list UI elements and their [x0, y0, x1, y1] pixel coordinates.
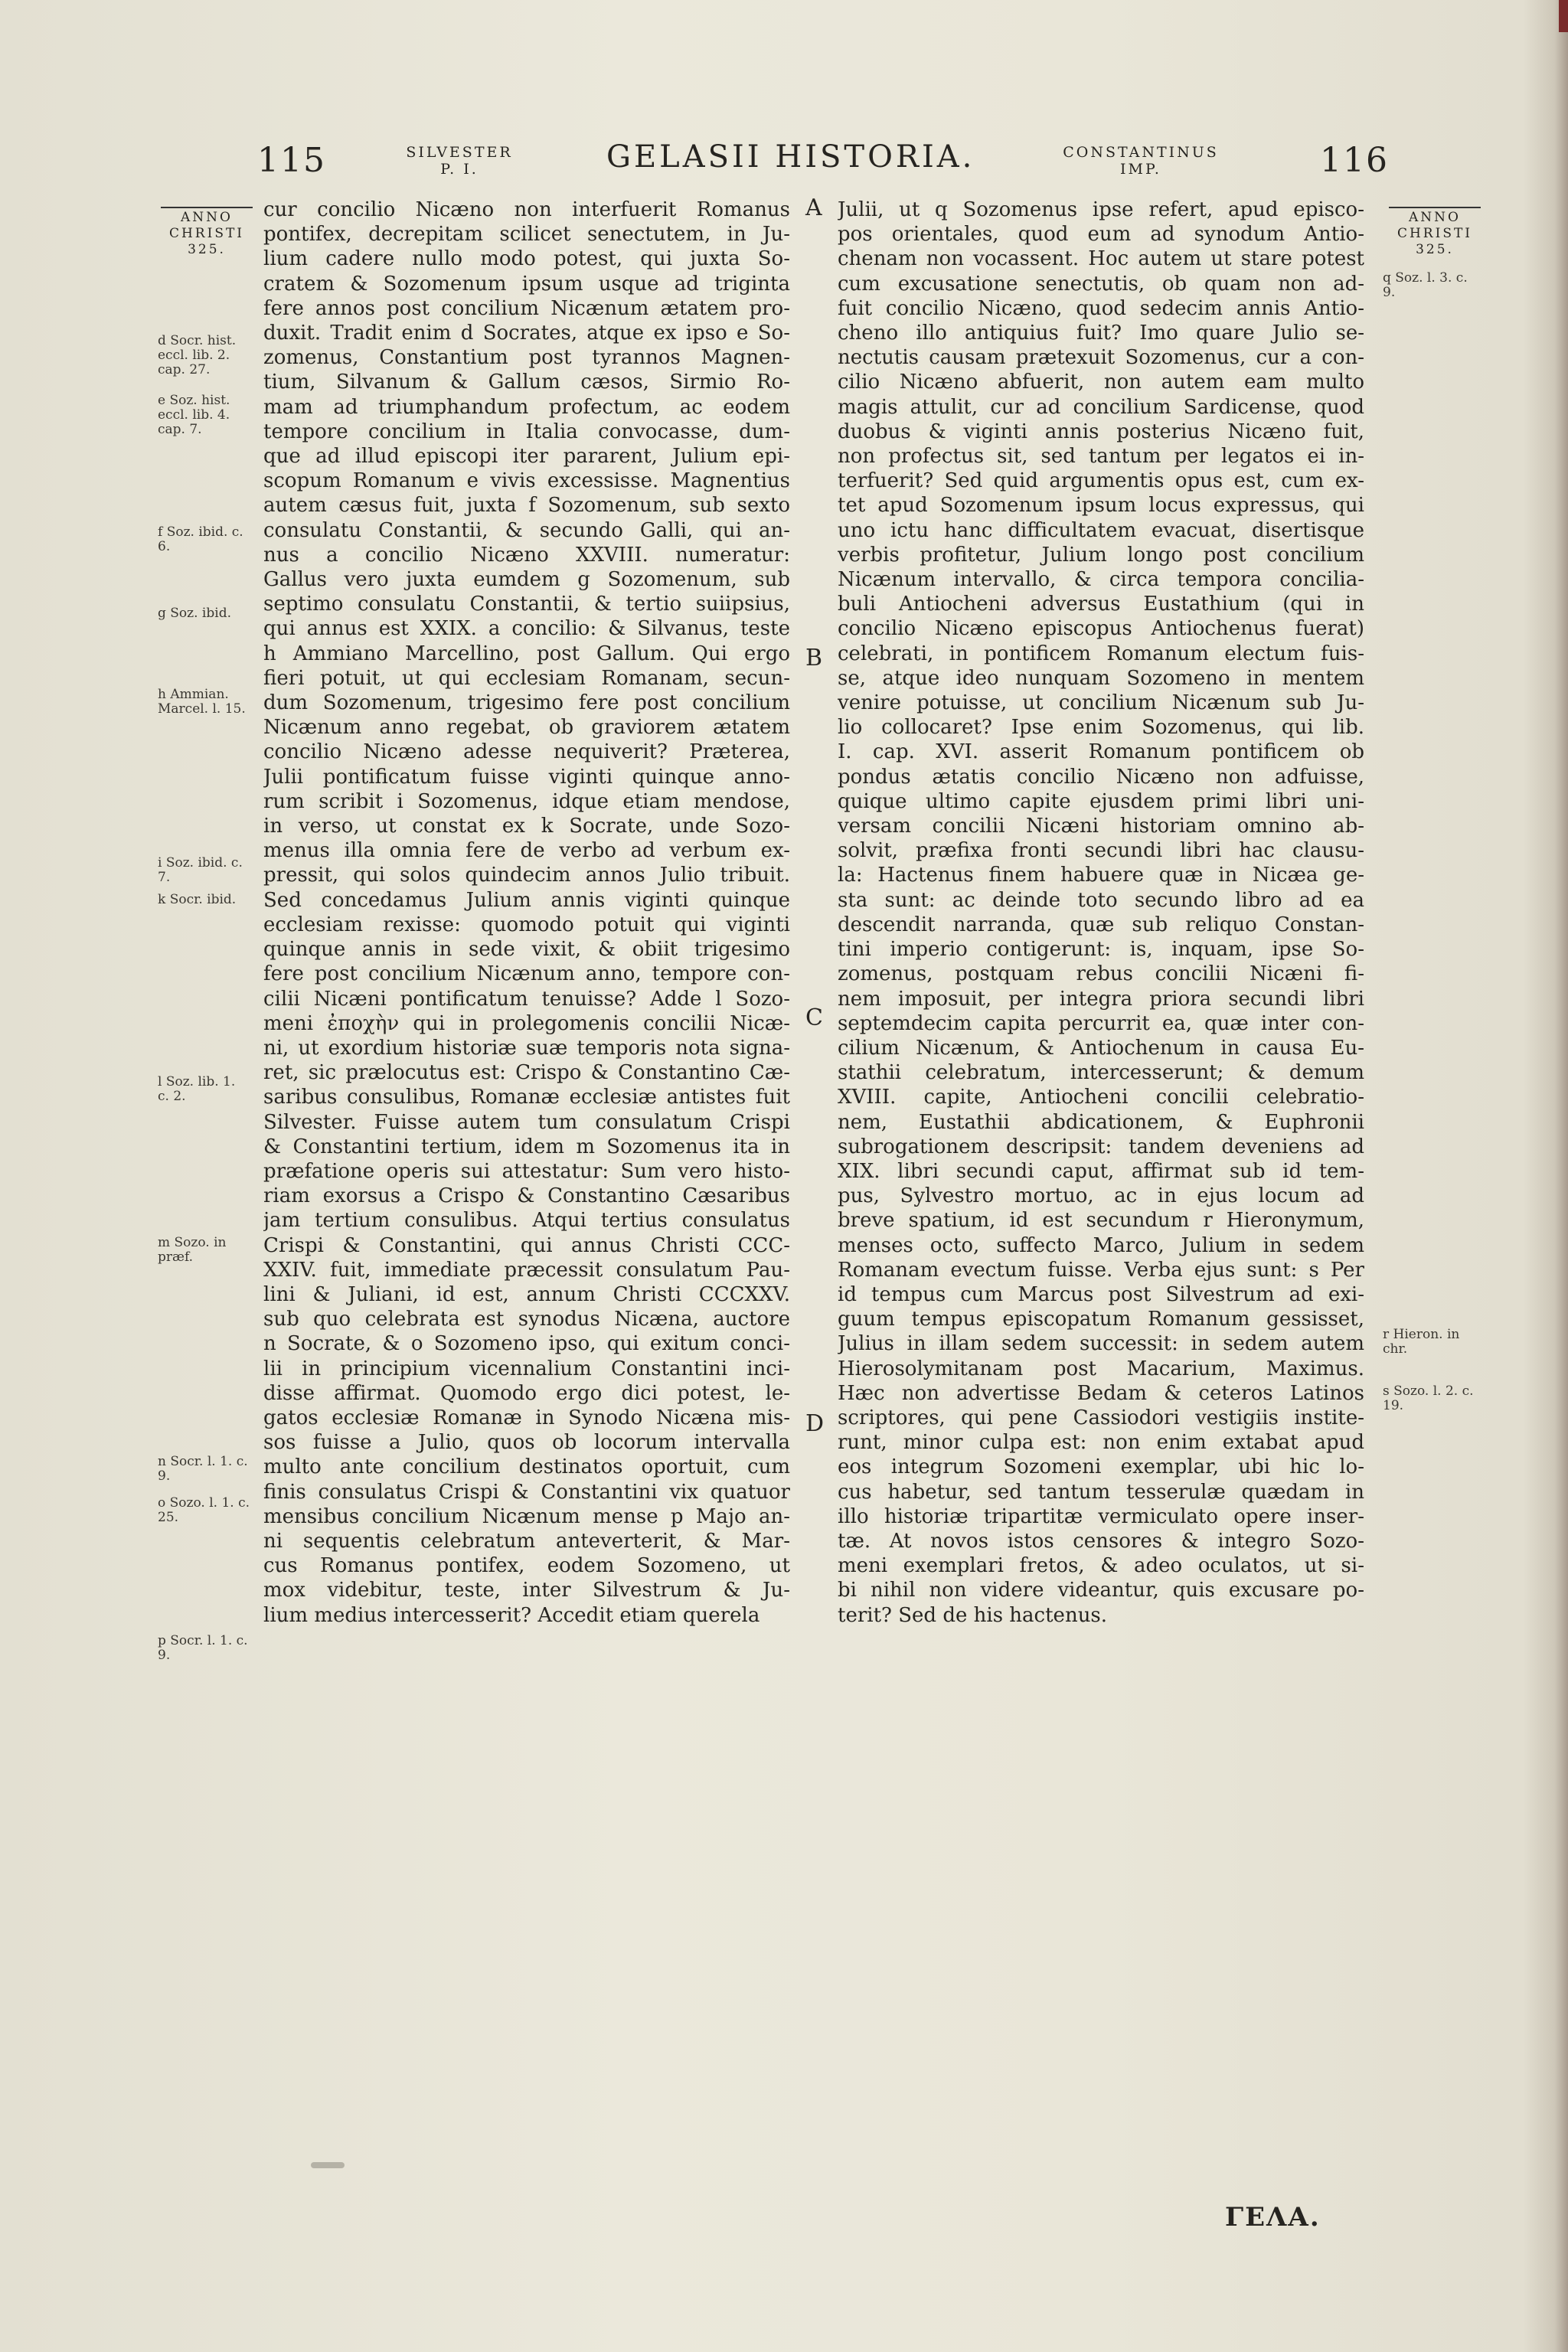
- text-line: saribus consulibus, Romanæ ecclesiæ antistes fuit: [263, 1086, 790, 1109]
- text-line: cum excusatione senectutis, ob quam non ad-: [838, 272, 1364, 296]
- text-line: breve spatium, id est secundum r Hieronymum,: [838, 1209, 1364, 1233]
- text-line: qui annus est XXIX. a concilio: & Silvanus, teste: [263, 617, 790, 641]
- text-line: autem cæsus fuit, juxta f Sozomenum, sub sexto: [263, 494, 790, 518]
- text-line: meni ἐποχὴν qui in prolegomenis concilii Nicæ-: [263, 1011, 790, 1035]
- margin-note: r Hieron. in chr.: [1383, 1327, 1460, 1357]
- text-line: I. cap. XVI. asserit Romanum pontificem ob: [838, 740, 1364, 764]
- margin-note: o Sozo. l. 1. c. 25.: [158, 1495, 250, 1525]
- text-line: fuit concilio Nicæno, quod sedecim annis Antio-: [838, 296, 1364, 320]
- text-line: mensibus concilium Nicænum mense p Majo an-: [263, 1504, 790, 1528]
- text-line: tæ. At novos istos censores & integro Sozo-: [838, 1529, 1364, 1553]
- binding-edge: [1559, 0, 1568, 32]
- margin-note: k Socr. ibid.: [158, 892, 237, 907]
- margin-note: i Soz. ibid. c. 7.: [158, 855, 243, 885]
- text-line: nem, Eustathii abdicationem, & Euphronii: [838, 1110, 1364, 1134]
- text-line: tet apud Sozomenum ipsum locus expressus, qui: [838, 494, 1364, 518]
- text-line: subrogationem descripsit: tandem deveniens ad: [838, 1135, 1364, 1158]
- anno-christi-right: [1389, 207, 1481, 258]
- text-line: tempore concilium in Italia convocasse, dum-: [263, 420, 790, 443]
- text-line: lii in principium vicennalium Constantini inci-: [263, 1357, 790, 1380]
- text-line: uno ictu hanc difficultatem evacuat, disertisque: [838, 518, 1364, 542]
- text-line: consulatu Constantii, & secundo Galli, qui an-: [263, 518, 790, 542]
- text-line: non profectus sit, sed tantum per legatos ei in-: [838, 445, 1364, 469]
- text-line: septimo consulatu Constantii, & tertio suiipsius,: [263, 593, 790, 616]
- text-line: Nicænum intervallo, & circa tempora concilia-: [838, 568, 1364, 592]
- right-page-number: 116: [1320, 141, 1389, 180]
- text-line: pos orientales, quod eum ad synodum Antio-: [838, 223, 1364, 247]
- text-line: versam concilii Nicæni historiam omnino ab-: [838, 815, 1364, 838]
- text-line: runt, minor culpa est: non enim extabat apud: [838, 1431, 1364, 1455]
- text-line: nectutis causam prætexuit Sozomenus, cur a con-: [838, 346, 1364, 370]
- christi-label: CHRISTI: [1396, 226, 1473, 241]
- text-line: cus habetur, sed tantum tesserulæ quædam in: [838, 1480, 1364, 1504]
- text-line: & Constantini tertium, idem m Sozomenus ita in: [263, 1135, 790, 1158]
- text-line: zomenus, Constantium post tyrannos Magnen-: [263, 346, 790, 370]
- text-line: magis attulit, cur ad concilium Sardicense, quod: [838, 395, 1364, 419]
- margin-note: m Sozo. in præf.: [158, 1235, 227, 1265]
- text-line: zomenus, postquam rebus concilii Nicæni fi-: [838, 962, 1364, 986]
- text-line: fieri potuit, ut qui ecclesiam Romanam, secun-: [263, 666, 790, 690]
- text-line: terfuerit? Sed quid argumentis opus est, cum ex-: [838, 469, 1364, 493]
- anno-christi-left: [161, 207, 253, 258]
- text-line: tium, Silvanum & Gallum cæsos, Sirmio Ro-: [263, 371, 790, 394]
- running-head-line: P. I.: [440, 161, 479, 178]
- text-line: XVIII. capite, Antiocheni concilii celebratio-: [838, 1086, 1364, 1109]
- text-line: Julius in illam sedem successit: in sedem autem: [838, 1332, 1364, 1356]
- text-line: chenam non vocassent. Hoc autem ut stare potest: [838, 247, 1364, 271]
- right-text-column: [838, 198, 1364, 1628]
- margin-note: d Socr. hist. eccl. lib. 2. cap. 27.: [158, 333, 237, 377]
- anno-label: ANNO: [1389, 207, 1481, 226]
- text-line: septemdecim capita percurrit ea, quæ inter con-: [838, 1011, 1364, 1035]
- running-head-line: IMP.: [1120, 161, 1161, 178]
- text-line: quinque annis in sede vixit, & obiit trigesimo: [263, 938, 790, 962]
- text-line: se, atque ideo nunquam Sozomeno in mentem: [838, 666, 1364, 690]
- running-head-line: CONSTANTINUS: [1063, 144, 1219, 161]
- text-line: meni exemplari fretos, & adeo oculatos, ut si-: [838, 1554, 1364, 1578]
- text-line: Sed concedamus Julium annis viginti quinque: [263, 888, 790, 912]
- text-line: Romanam evectum fuisse. Verba ejus sunt: s Per: [838, 1258, 1364, 1282]
- text-line: celebrati, in pontificem Romanum electum fuis-: [838, 642, 1364, 665]
- text-line: rum scribit i Sozomenus, idque etiam mendose,: [263, 789, 790, 813]
- left-text-column: [263, 198, 790, 1628]
- text-line: XIX. libri secundi caput, affirmat sub id tem-: [838, 1159, 1364, 1183]
- text-line: que ad illud episcopi iter pararent, Julium epi-: [263, 445, 790, 469]
- text-line: duxit. Tradit enim d Socrates, atque ex ipso e So-: [263, 322, 790, 345]
- text-line: fere post concilium Nicænum anno, tempore con-: [263, 962, 790, 986]
- text-line: guum tempus episcopatum Romanum gessisset,: [838, 1308, 1364, 1331]
- text-line: id tempus cum Marcus post Silvestrum ad exi-: [838, 1282, 1364, 1306]
- text-line: cratem & Sozomenum ipsum usque ad triginta: [263, 272, 790, 296]
- text-line: cheno illo antiquius fuit? Imo quare Julio se-: [838, 322, 1364, 345]
- running-title: GELASII HISTORIA.: [606, 139, 975, 175]
- text-line: nus a concilio Nicæno XXVIII. numeratur:: [263, 543, 790, 567]
- text-line: sos fuisse a Julio, quos ob locorum intervalla: [263, 1431, 790, 1455]
- margin-note: g Soz. ibid.: [158, 606, 231, 621]
- text-line: disse affirmat. Quomodo ergo dici potest, le-: [263, 1381, 790, 1405]
- text-line: Julii pontificatum fuisse viginti quinque anno-: [263, 765, 790, 789]
- left-page-number: 115: [257, 141, 326, 180]
- text-line: quique ultimo capite ejusdem primi libri uni-: [838, 789, 1364, 813]
- margin-note: p Socr. l. 1. c. 9.: [158, 1633, 248, 1663]
- section-marker-b: B: [805, 645, 823, 671]
- text-line: ret, sic prælocutus est: Crispo & Constantino Cæ-: [263, 1061, 790, 1085]
- text-line: Crispi & Constantini, qui annus Christi CCC-: [263, 1233, 790, 1257]
- text-line: lium cadere nullo modo potest, qui juxta So-: [263, 247, 790, 271]
- text-line: pressit, qui solos quindecim annos Julio tribuit.: [263, 864, 790, 887]
- catchword: ΓΕΛΑ.: [1225, 2202, 1321, 2233]
- text-line: mox videbitur, teste, inter Silvestrum & Ju-: [263, 1579, 790, 1602]
- text-line: Gallus vero juxta eumdem g Sozomenum, sub: [263, 568, 790, 592]
- text-line: præfatione operis sui attestatur: Sum vero histo-: [263, 1159, 790, 1183]
- text-line: scriptores, qui pene Cassiodori vestigiis instite-: [838, 1406, 1364, 1429]
- text-line: buli Antiocheni adversus Eustathium (qui in: [838, 593, 1364, 616]
- text-line: descendit narranda, quæ sub reliquo Constan-: [838, 913, 1364, 936]
- anno-label: ANNO: [161, 207, 253, 226]
- text-line: pontifex, decrepitam scilicet senectutem, in Ju-: [263, 223, 790, 247]
- section-marker-c: C: [805, 1004, 823, 1031]
- text-line: riam exorsus a Crispo & Constantino Cæsaribus: [263, 1184, 790, 1208]
- section-marker-d: D: [805, 1410, 825, 1437]
- margin-note: h Ammian. Marcel. l. 15.: [158, 687, 246, 717]
- text-line: Julii, ut q Sozomenus ipse refert, apud episco-: [838, 198, 1364, 221]
- text-line: concilio Nicæno episcopus Antiochenus fuerat): [838, 617, 1364, 641]
- text-line: venire potuisse, ut concilium Nicænum sub Ju-: [838, 691, 1364, 715]
- text-line: menses octo, suffecto Marco, Julium in sedem: [838, 1233, 1364, 1257]
- text-line: Nicænum anno regebat, ob graviorem ætatem: [263, 716, 790, 740]
- text-line: ni, ut exordium historiæ suæ temporis nota signa-: [263, 1036, 790, 1060]
- text-line: Hierosolymitanam post Macarium, Maximus.: [838, 1357, 1364, 1380]
- right-running-head: [1049, 144, 1233, 178]
- text-line: eos integrum Sozomeni exemplar, ubi hic lo-: [838, 1455, 1364, 1479]
- text-line: ni sequentis celebratum anteverterit, & Mar-: [263, 1529, 790, 1553]
- text-line: cur concilio Nicæno non interfuerit Romanus: [263, 198, 790, 221]
- text-line: cilium Nicænum, & Antiochenum in causa Eu-: [838, 1036, 1364, 1060]
- text-line: lini & Juliani, id est, annum Christi CCCXXV.: [263, 1282, 790, 1306]
- year-label: 325.: [1416, 242, 1454, 257]
- margin-note: q Soz. l. 3. c. 9.: [1383, 270, 1468, 300]
- text-line: sub quo celebrata est synodus Nicæna, auctore: [263, 1308, 790, 1331]
- text-line: cilii Nicæni pontificatum tenuisse? Adde l Sozo-: [263, 987, 790, 1011]
- text-line: stathii celebratum, intercesserunt; & demum: [838, 1061, 1364, 1085]
- text-line: la: Hactenus finem habuere quæ in Nicæa ge-: [838, 864, 1364, 887]
- text-line: jam tertium consulibus. Atqui tertius consulatus: [263, 1209, 790, 1233]
- text-line: dum Sozomenum, trigesimo fere post concilium: [263, 691, 790, 715]
- text-line: terit? Sed de his hactenus.: [838, 1603, 1108, 1627]
- section-marker-a: A: [805, 194, 822, 221]
- text-line: verbis profitetur, Julium longo post concilium: [838, 543, 1364, 567]
- text-line: h Ammiano Marcellino, post Gallum. Qui ergo: [263, 642, 790, 665]
- text-line: XXIV. fuit, immediate præcessit consulatum Pau-: [263, 1258, 790, 1282]
- text-line: sta sunt: ac deinde toto secundo libro ad ea: [838, 888, 1364, 912]
- page-gutter-shadow: [1524, 0, 1568, 2352]
- text-line: mam ad triumphandum profectum, ac eodem: [263, 395, 790, 419]
- text-line: fere annos post concilium Nicænum ætatem pro-: [263, 296, 790, 320]
- text-line: nem imposuit, per integra priora secundi libri: [838, 987, 1364, 1011]
- text-line: ecclesiam rexisse: quomodo potuit qui viginti: [263, 913, 790, 936]
- text-line: lio collocaret? Ipse enim Sozomenus, qui lib.: [838, 716, 1364, 740]
- text-line: Hæc non advertisse Bedam & ceteros Latinos: [838, 1381, 1364, 1405]
- margin-note: s Sozo. l. 2. c. 19.: [1383, 1383, 1474, 1413]
- text-line: tini imperio contigerunt: is, inquam, ipse So-: [838, 938, 1364, 962]
- text-line: illo historiæ tripartitæ vermiculato opere inser-: [838, 1504, 1364, 1528]
- text-line: menus illa omnia fere de verbo ad verbum ex-: [263, 839, 790, 863]
- text-line: Silvester. Fuisse autem tum consulatum Crispi: [263, 1110, 790, 1134]
- left-running-head: [398, 144, 521, 178]
- text-line: solvit, præfixa fronti secundi libri hac clausu-: [838, 839, 1364, 863]
- christi-label: CHRISTI: [168, 226, 245, 241]
- text-line: in verso, ut constat ex k Socrate, unde Sozo-: [263, 815, 790, 838]
- text-line: cilio Nicæno abfuerit, non autem eam multo: [838, 371, 1364, 394]
- text-line: gatos ecclesiæ Romanæ in Synodo Nicæna mis-: [263, 1406, 790, 1429]
- text-line: pus, Sylvestro mortuo, ac in ejus locum ad: [838, 1184, 1364, 1208]
- text-line: bi nihil non videre videantur, quis excusare po-: [838, 1579, 1364, 1602]
- text-line: scopum Romanum e vivis excessisse. Magnentius: [263, 469, 790, 493]
- text-line: finis consulatus Crispi & Constantini vix quatuor: [263, 1480, 790, 1504]
- text-line: cus Romanus pontifex, eodem Sozomeno, ut: [263, 1554, 790, 1578]
- text-line: lium medius intercesserit? Accedit etiam querela: [263, 1603, 760, 1627]
- margin-note: l Soz. lib. 1. c. 2.: [158, 1074, 236, 1104]
- running-head-line: SILVESTER: [406, 144, 513, 161]
- year-label: 325.: [188, 242, 226, 257]
- margin-note: e Soz. hist. eccl. lib. 4. cap. 7.: [158, 393, 230, 437]
- ink-smudge: [311, 2162, 345, 2168]
- text-line: multo ante concilium destinatos oportuit, cum: [263, 1455, 790, 1479]
- text-line: duobus & viginti annis posterius Nicæno fuit,: [838, 420, 1364, 443]
- text-line: concilio Nicæno adesse nequiverit? Præterea,: [263, 740, 790, 764]
- margin-note: n Socr. l. 1. c. 9.: [158, 1454, 248, 1484]
- text-line: pondus ætatis concilio Nicæno non adfuisse,: [838, 765, 1364, 789]
- text-line: n Socrate, & o Sozomeno ipso, qui exitum conci-: [263, 1332, 790, 1356]
- margin-note: f Soz. ibid. c. 6.: [158, 524, 243, 554]
